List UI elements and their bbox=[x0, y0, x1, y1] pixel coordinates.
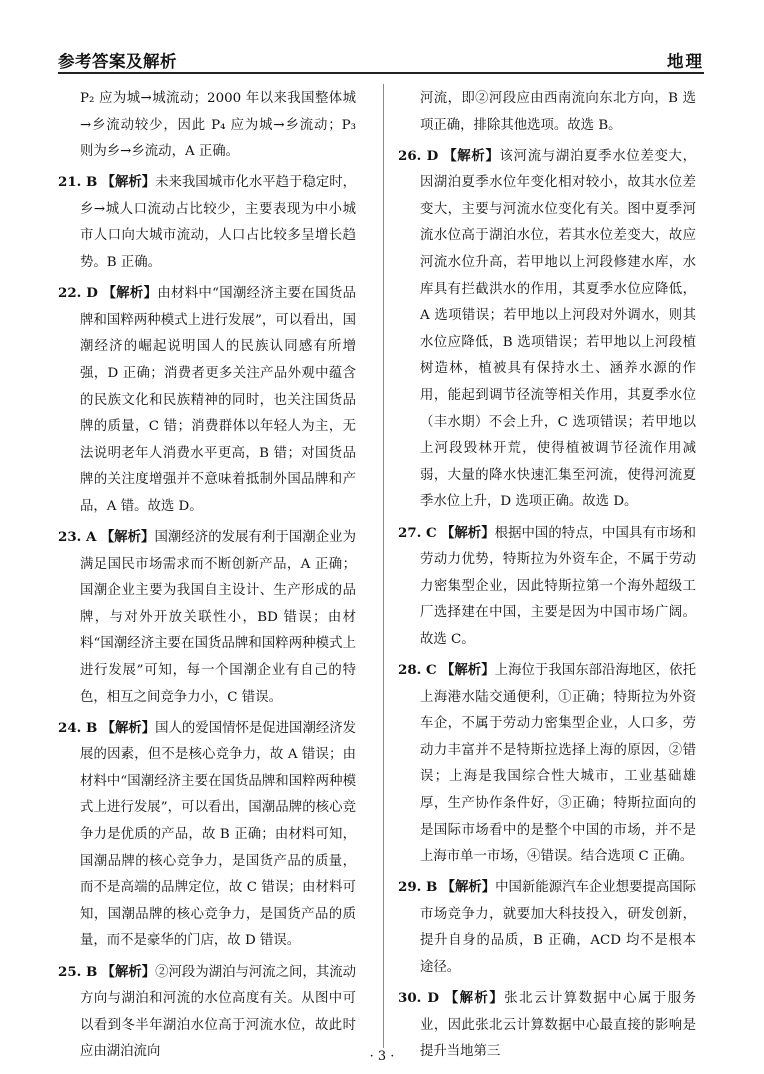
answer-text: 上海位于我国东部沿海地区，依托上海港水陆交通便利，①正确；特斯拉为外资车企，不属于劳动力密集型企业，人口多，劳动力丰富并不是特斯拉选择上海的原因，②错误；上海是我国综合性大城市，工业基础雄厚，生产协作条件好，③正确；特斯拉面向的是国际市场看中的是整个中国的市场，并不是上海市单一市场，④错误。结合选项 C 正确。 bbox=[420, 662, 696, 865]
header-title: 参考答案及解析 bbox=[58, 52, 177, 71]
answer-text: 该河流与湖泊夏季水位差变大，因湖泊夏季水位年变化相对较小，故其水位差变大，主要与河流水位变化有关。图中夏季河流水位高于湖泊水位，若其水位差变大，故应河流水位升高，若甲地以上河段修建水库，水库具有拦截洪水的作用，其夏季水位应降低，A 选项错误；若甲地以上河段对外调水，则其水位应降低，B 选项错误；若甲地以上河段植树造林，植被具有保持水土、涵养水源的作用，能起到调节径流等相关作用，其夏季水位（丰水期）不会上升，C 选项错误；若甲地以上河段毁林开荒，使得植被调节径流作用减弱，大量的降水快速汇集至河流，使得河流夏季水位上升，D 选项正确。故选 D。 bbox=[420, 148, 696, 510]
column-divider bbox=[383, 84, 384, 1048]
answer-text: 国人的爱国情怀是促进国潮经济发展的因素，但不是核心竞争力，故 A 错误；由材料中“国潮经济主要在国货品牌和国粹两种模式上进行发展”，可以看出，国潮品牌的核心竞争力是优质的产品，故 B 正确；由材料可知，国潮品牌的核心竞争力，是国货产品的质量，而不是高端的品牌定位，故 C 错误；由材料可知，国潮品牌的核心竞争力，是国货产品的质量，而不是豪华的门店，故 D 错误。 bbox=[80, 720, 357, 949]
answer-text: 未来我国城市化水平趋于稳定时，乡→城人口流动占比较少，主要表现为中小城市人口向大城市流动，人口占比较多呈增长趋势。B 正确。 bbox=[80, 175, 357, 271]
answer-text: 由材料中“国潮经济主要在国货品牌和国粹两种模式上进行发展”，可以看出，国潮经济的崛起说明国人的民族认同感有所增强，D 正确；消费者更多关注产品外观中蕴含的民族文化和民族精神的同时，也关注国货品牌的质量，C 错；消费群体以年轻人为主，无法说明老年人消费水平更高，B 错；对国货品牌的关注度增强并不意味着抵制外国品牌和产品，A 错。故选 D。 bbox=[80, 286, 356, 514]
answer-number: 28. C bbox=[398, 661, 437, 678]
analysis-tag: 【解析】 bbox=[101, 719, 156, 736]
left-column bbox=[58, 86, 356, 1069]
analysis-tag: 【解析】 bbox=[101, 174, 156, 191]
page-header bbox=[58, 0, 704, 70]
answer-text: 张北云计算数据中心属于服务业，因此张北云计算数据中心最直接的影响是提升当地第三 bbox=[420, 991, 697, 1060]
answer-number: 29. B bbox=[398, 879, 438, 896]
answer-number: 26. D bbox=[398, 147, 439, 164]
answer-number: 22. D bbox=[58, 285, 98, 302]
left-continuation: P₂ 应为城→城流动；2000 年以来我国整体城→乡流动较少，因此 P₄ 应为城→乡流动；P₃ 则为乡→乡流动，A 正确。 bbox=[80, 91, 356, 160]
answer-number: 24. B bbox=[58, 719, 98, 736]
answer-item-27 bbox=[398, 520, 696, 654]
answer-text: 国潮经济的发展有利于国潮企业为满足国民市场需求而不断创新产品，A 正确；国潮企业主要为我国自主设计、生产形成的品牌，与对外开放关联性小，BD 错误；由材料“国潮经济主要在国货品牌和国粹两种模式上进行发展”可知，每一个国潮企业有自己的特色，相互之间竞争力小，C 错误。 bbox=[80, 530, 357, 705]
answer-item-24 bbox=[58, 715, 356, 955]
answer-item-21 bbox=[58, 169, 356, 276]
answer-item-23 bbox=[58, 524, 356, 711]
answer-item-28 bbox=[398, 657, 696, 871]
header-rule bbox=[58, 72, 704, 74]
right-column bbox=[398, 86, 696, 1069]
analysis-tag: 【解析】 bbox=[102, 285, 158, 302]
answer-item-26 bbox=[398, 143, 696, 516]
header-subject: 地理 bbox=[667, 52, 704, 71]
page-number: · 3 · bbox=[369, 1049, 395, 1064]
answer-text: ②河段为湖泊与河流之间，其流动方向与湖泊和河流的水位高度有关。从图中可以看到冬半年湖泊水位高于河流水位，故此时应由湖泊流向 bbox=[80, 964, 357, 1060]
answer-number: 25. B bbox=[58, 963, 98, 980]
answer-item-22 bbox=[58, 280, 356, 520]
analysis-tag: 【解析】 bbox=[440, 524, 495, 541]
analysis-tag: 【解析】 bbox=[441, 879, 496, 896]
analysis-tag: 【解析】 bbox=[100, 529, 155, 545]
analysis-tag: 【解析】 bbox=[444, 990, 505, 1007]
answer-number: 23. A bbox=[58, 529, 97, 545]
answer-number: 30. D bbox=[398, 990, 440, 1007]
analysis-tag: 【解析】 bbox=[440, 661, 495, 678]
analysis-tag: 【解析】 bbox=[443, 147, 500, 164]
analysis-tag: 【解析】 bbox=[101, 963, 156, 980]
answer-item-29 bbox=[398, 874, 696, 981]
answer-number: 27. C bbox=[398, 524, 437, 541]
right-continuation: 河流，即②河段应由西南流向东北方向，B 选项正确，排除其他选项。故选 B。 bbox=[420, 91, 696, 133]
answer-text: 中国新能源汽车企业想要提高国际市场竞争力，就要加大科技投入，研发创新，提升自身的品质，B 正确，ACD 均不是根本途径。 bbox=[420, 880, 697, 975]
answer-number: 21. B bbox=[58, 174, 98, 191]
answer-text: 根据中国的特点，中国具有市场和劳动力优势，特斯拉为外资车企，不属于劳动力密集型企业，因此特斯拉第一个海外超级工厂选择建在中国，主要是因为中国市场广阔。故选 C。 bbox=[420, 525, 696, 647]
